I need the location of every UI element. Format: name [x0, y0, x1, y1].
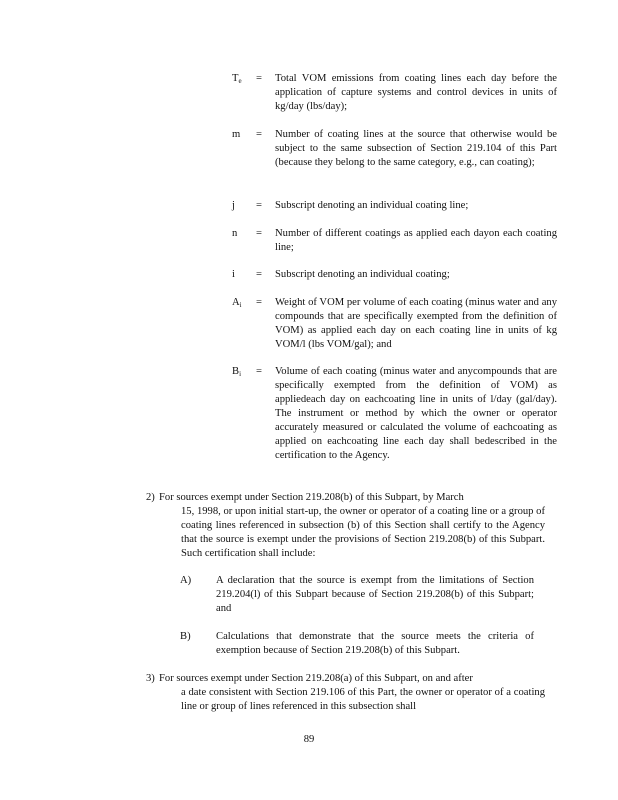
equals-sign: =	[256, 200, 262, 211]
definition-text: Weight of VOM per volume of each coating (minus water and any compounds that are specifically exempted from the definition of VOM) as applied each day on each coating line in units of kg VOM/l (lbs VOM/gal); and	[275, 297, 557, 350]
definition-text: Subscript denoting an individual coating;	[275, 269, 450, 280]
equals-sign: =	[256, 297, 262, 308]
definition-symbol: n	[232, 228, 238, 239]
subitem-label: B)	[180, 631, 191, 642]
definition-symbol: i	[232, 269, 235, 280]
subitem-text: A declaration that the source is exempt from the limitations of Section 219.204(l) of this Subpart because of Section 219.208(b) of this Subpart; and	[216, 575, 534, 614]
equals-sign: =	[256, 73, 262, 84]
equals-sign: =	[256, 269, 262, 280]
paragraph-first-line: For sources exempt under Section 219.208(b) of this Subpart, by March	[159, 492, 464, 503]
definition-text: Number of different coatings as applied each dayon each coating line;	[275, 228, 557, 253]
definition-symbol: $A_i$	[232, 297, 242, 309]
paragraph-number: 2)	[146, 492, 155, 503]
equals-sign: =	[256, 129, 262, 140]
definition-symbol: $T_e$	[232, 73, 242, 85]
paragraph-first-line: For sources exempt under Section 219.208(a) of this Subpart, on and after	[159, 673, 473, 684]
subitem-text: Calculations that demonstrate that the source meets the criteria of exemption because of Section 219.208(b) of this Subpart.	[216, 631, 534, 656]
definition-text: Subscript denoting an individual coating line;	[275, 200, 469, 211]
paragraph-number: 3)	[146, 673, 155, 684]
definition-text: Total VOM emissions from coating lines each day before the application of capture systems and control devices in units of kg/day (lbs/day);	[275, 73, 557, 112]
definition-text: Volume of each coating (minus water and anycompounds that are specifically exempted from the definition of VOM) as appliedeach day on eachcoating line in units of l/day (gal/day). The instrument or method by which the owner or operator accurately measured or calculated the volume of eachcoating as applied on eachcoating line each day shall bedescribed in the certification to the Agency.	[275, 366, 557, 461]
paragraph-body: 15, 1998, or upon initial start-up, the owner or operator of a coating line or a group of coating lines referenced in subsection (b) of this Section shall certify to the Agency that the source is exempt under the provisions of Section 219.208(b) of this Subpart. Such certification shall include:	[181, 506, 545, 559]
equals-sign: =	[256, 366, 262, 377]
subitem-label: A)	[180, 575, 192, 586]
equals-sign: =	[256, 228, 262, 239]
definition-symbol: m	[232, 129, 241, 140]
page-number: 89	[303, 734, 315, 745]
definition-symbol: $B_i$	[232, 366, 242, 378]
paragraph-body: a date consistent with Section 219.106 of this Part, the owner or operator of a coating line or group of lines referenced in this subsection shall	[181, 687, 545, 712]
definition-text: Number of coating lines at the source that otherwise would be subject to the same subsection of Section 219.104 of this Part (because they belong to the same category, e.g., can coating);	[275, 129, 557, 168]
definition-symbol: j	[232, 200, 235, 211]
